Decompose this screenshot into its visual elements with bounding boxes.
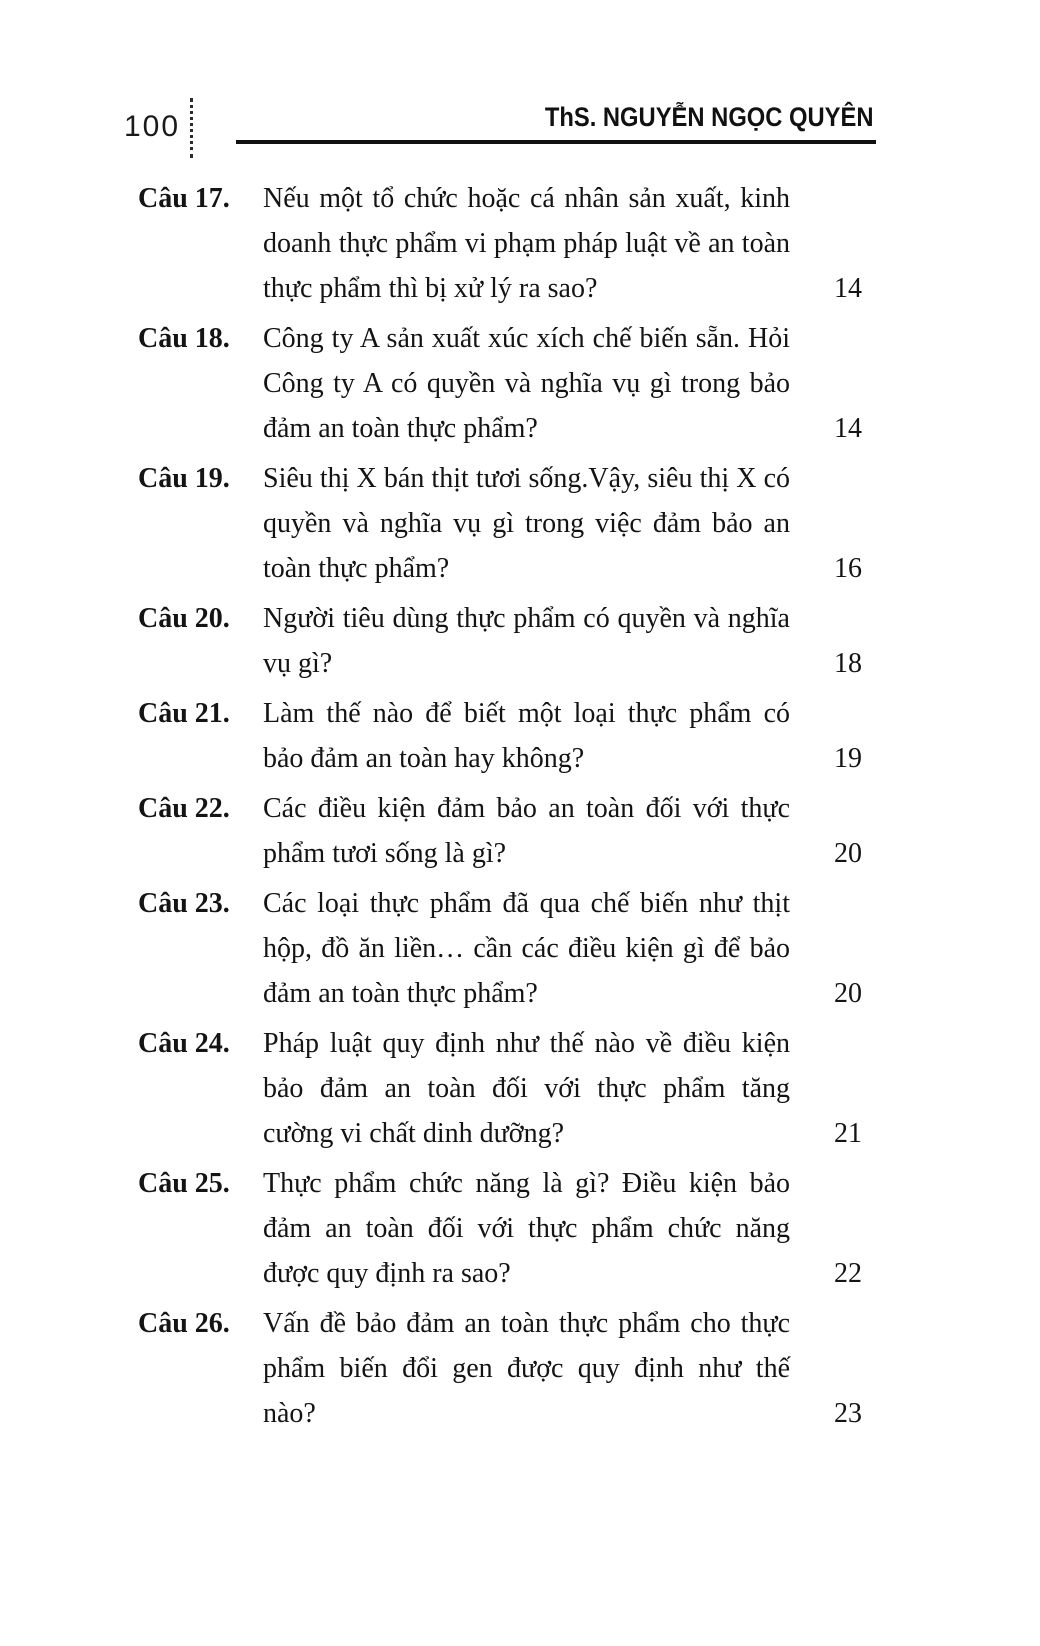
toc-entry — [138, 1161, 862, 1296]
toc-entry-label: Câu 22. — [138, 793, 230, 824]
toc-entry-label: Câu 23. — [138, 888, 230, 919]
toc-entry-page-number: 20 — [834, 978, 862, 1009]
toc-entry-label: Câu 21. — [138, 698, 230, 729]
header-rule — [236, 140, 876, 144]
toc-entry-page-number: 14 — [834, 413, 862, 444]
toc-entry — [138, 176, 862, 311]
toc-entry — [138, 786, 862, 876]
toc-entry-page-number: 22 — [834, 1258, 862, 1289]
toc-entry — [138, 1021, 862, 1156]
toc-entry-label: Câu 17. — [138, 183, 230, 214]
toc-entry — [138, 316, 862, 451]
toc-entry-page-number: 23 — [834, 1398, 862, 1429]
toc-list — [138, 176, 862, 1441]
toc-entry-question: Công ty A sản xuất xúc xích chế biến sẵn. Hỏi Công ty A có quyền và nghĩa vụ gì trong bảo đảm an toàn thực phẩm? — [263, 323, 790, 444]
toc-entry-question: Người tiêu dùng thực phẩm có quyền và nghĩa vụ gì? — [263, 603, 790, 679]
toc-entry-question: Làm thế nào để biết một loại thực phẩm có bảo đảm an toàn hay không? — [263, 698, 790, 774]
toc-entry — [138, 456, 862, 591]
toc-entry-label: Câu 24. — [138, 1028, 230, 1059]
toc-entry-question: Nếu một tổ chức hoặc cá nhân sản xuất, kinh doanh thực phẩm vi phạm pháp luật về an toàn thực phẩm thì bị xử lý ra sao? — [263, 183, 790, 304]
toc-entry — [138, 596, 862, 686]
toc-entry-page-number: 14 — [834, 273, 862, 304]
page-number: 100 — [124, 110, 181, 143]
toc-entry-page-number: 19 — [834, 743, 862, 774]
toc-entry-question: Pháp luật quy định như thế nào về điều kiện bảo đảm an toàn đối với thực phẩm tăng cường vi chất dinh dưỡng? — [263, 1028, 790, 1149]
toc-entry-page-number: 18 — [834, 648, 862, 679]
toc-entry-page-number: 16 — [834, 553, 862, 584]
running-header-author: ThS. NGUYỄN NGỌC QUYÊN — [545, 102, 874, 132]
toc-entry-question: Vấn đề bảo đảm an toàn thực phẩm cho thực phẩm biến đổi gen được quy định như thế nào? — [263, 1308, 790, 1429]
page-header — [0, 96, 1040, 166]
toc-entry — [138, 881, 862, 1016]
toc-entry-question: Thực phẩm chức năng là gì? Điều kiện bảo đảm an toàn đối với thực phẩm chức năng được quy định ra sao? — [263, 1168, 790, 1289]
toc-entry-label: Câu 25. — [138, 1168, 230, 1199]
toc-entry — [138, 1301, 862, 1436]
toc-entry-page-number: 20 — [834, 838, 862, 869]
toc-entry-page-number: 21 — [834, 1118, 862, 1149]
toc-entry — [138, 691, 862, 781]
toc-entry-label: Câu 19. — [138, 463, 230, 494]
toc-entry-label: Câu 18. — [138, 323, 230, 354]
dotted-vertical-divider — [190, 98, 193, 158]
toc-entry-label: Câu 20. — [138, 603, 230, 634]
toc-entry-question: Các điều kiện đảm bảo an toàn đối với thực phẩm tươi sống là gì? — [263, 793, 790, 869]
toc-entry-label: Câu 26. — [138, 1308, 230, 1339]
toc-entry-question: Siêu thị X bán thịt tươi sống.Vậy, siêu thị X có quyền và nghĩa vụ gì trong việc đảm bảo an toàn thực phẩm? — [263, 463, 790, 584]
toc-entry-question: Các loại thực phẩm đã qua chế biến như thịt hộp, đồ ăn liền… cần các điều kiện gì để bảo đảm an toàn thực phẩm? — [263, 888, 790, 1009]
